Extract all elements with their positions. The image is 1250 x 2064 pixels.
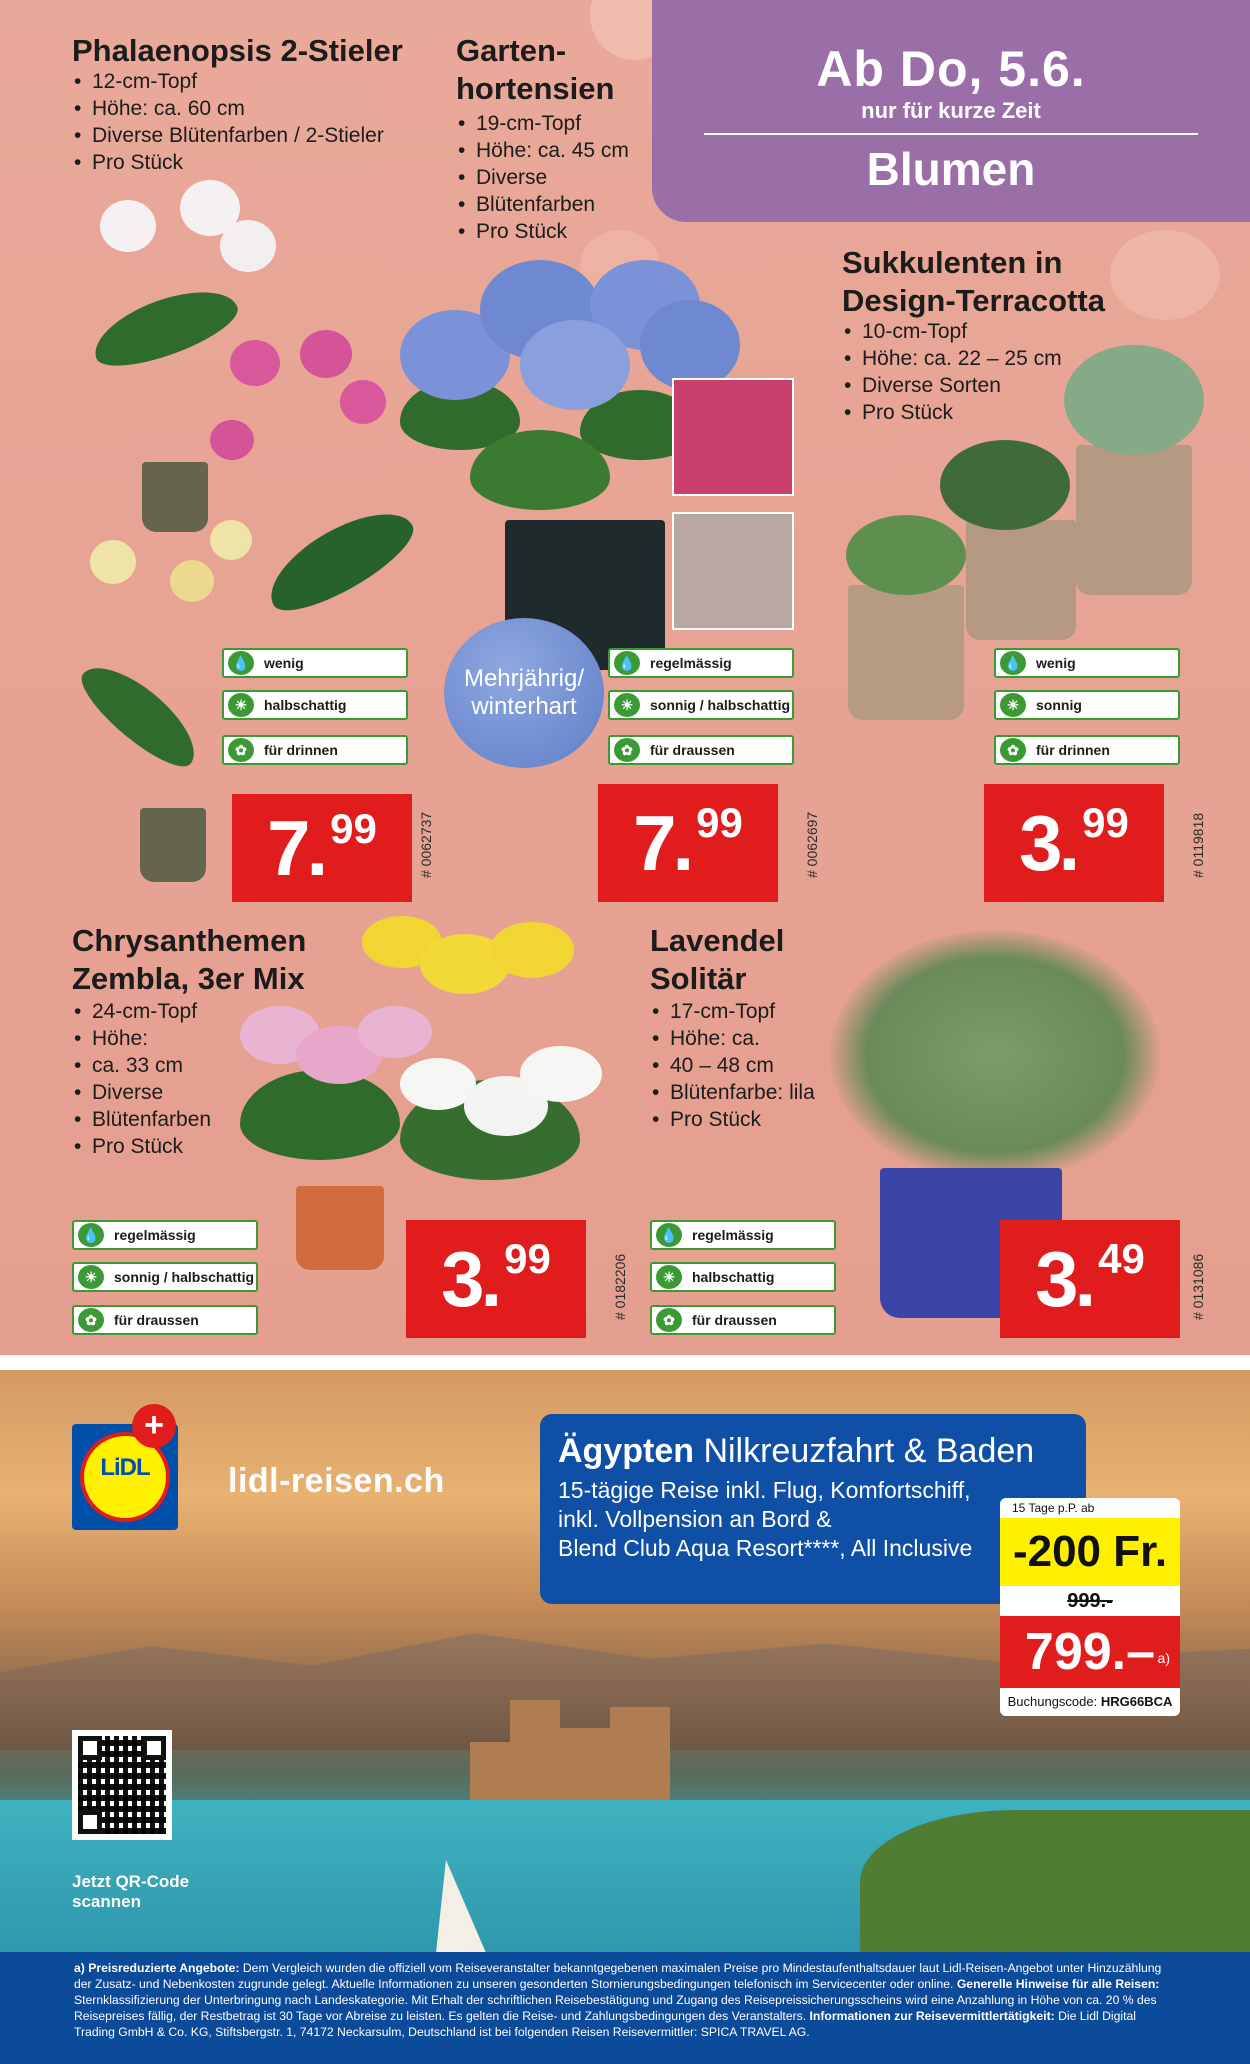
article-number: # 0182206 [612, 1253, 628, 1320]
sun-icon: ☀ [78, 1265, 104, 1289]
care-light: ☀ sonnig [994, 690, 1180, 720]
promo-category: Blumen [866, 143, 1036, 195]
water-drop-icon: 💧 [1000, 651, 1026, 675]
new-price: 799.– a) [1000, 1616, 1180, 1688]
divider [704, 133, 1198, 135]
price-tag: 3 . 99 [984, 784, 1164, 902]
care-water: 💧 regelmässig [650, 1220, 836, 1250]
care-location: ✿ für draussen [72, 1305, 258, 1335]
plus-icon: + [132, 1404, 176, 1448]
discount-badge: -200 Fr. [1000, 1518, 1180, 1586]
offer-description: 15-tägige Reise inkl. Flug, Komfortschiff, inkl. Vollpension an Bord & Blend Club Aqua Resort****, All Inclusive [558, 1477, 973, 1561]
old-price: 999.- [1000, 1586, 1180, 1616]
website-link[interactable]: lidl-reisen.ch [228, 1462, 445, 1500]
price-tag: 3 . 99 [406, 1220, 586, 1338]
water-drop-icon: 💧 [656, 1223, 682, 1247]
product-title: Sukkulenten in Design-Terracotta [842, 245, 1105, 318]
price-tag: 7 . 99 [232, 794, 412, 902]
legal-disclaimer: a) Preisreduzierte Angebote: Dem Vergleich wurden die offiziell vom Reiseveranstalter bekanntgegebenen maximalen Preise pro Mindestaufenthaltsdauer laut Lidl-Reisen-Angebot unter Hinzuzählung der Zusatz- und Nebenkosten zugrunde gelegt. Aktuelle Informationen zu unseren gesonderten Stornierungsbedingungen telefonisch im Servicecenter oder online. Generelle Hinweise für alle Reisen: Sternklassifizierung der Unterbringung nach Landeskategorie. Mit Erhalt der schriftlichen Reisebestätigung und Zugang des Reisepreissicherungsscheins wird eine Anzahlung in Höhe von ca. 20 % des Reisepreises fällig, der Restbetrag ist 30 Tage vor Abreise zu leisten. Es gelten die Reise- und Zahlungsbedingungen des Veranstalters. Informationen zur Reisevermittlertätigkeit: Die Lidl Digital Trading GmbH & Co. KG, Stiftsbergstr. 1, 74172 Neckarsulm, Deutschland ist bei folgenden Reisen Reisevermittler: SPICA TRAVEL AG. [0, 1952, 1250, 2064]
plant-pot-icon: ✿ [1000, 738, 1026, 762]
care-location: ✿ für drinnen [994, 735, 1180, 765]
product-specs: • 17-cm-Topf • Höhe: ca. • 40 – 48 cm • Blütenfarbe: lila • Pro Stück [650, 998, 815, 1133]
product-title: Phalaenopsis 2-Stieler [72, 33, 403, 68]
article-number: # 0131086 [1190, 1253, 1206, 1320]
water-drop-icon: 💧 [614, 651, 640, 675]
background-blossom [1110, 230, 1220, 320]
product-title: Chrysanthemen Zembla, 3er Mix [72, 923, 307, 996]
care-location: ✿ für draussen [608, 735, 794, 765]
offer-title: Ägypten Nilkreuzfahrt & Baden [558, 1432, 1035, 1470]
care-water: 💧 wenig [222, 648, 408, 678]
price-duration: 15 Tage p.P. ab [1000, 1498, 1180, 1518]
product-specs: • 12-cm-Topf • Höhe: ca. 60 cm • Diverse Blütenfarben / 2-Stieler • Pro Stück [72, 68, 384, 176]
plant-pot-icon: ✿ [614, 738, 640, 762]
water-drop-icon: 💧 [78, 1223, 104, 1247]
qr-label: Jetzt QR-Code scannen [72, 1872, 190, 1911]
perennial-badge: Mehrjährig/ winterhart [444, 618, 604, 768]
care-location: ✿ für drinnen [222, 735, 408, 765]
care-water: 💧 regelmässig [608, 648, 794, 678]
booking-code: Buchungscode: HRG66BCA [1000, 1688, 1180, 1716]
plant-pot-icon: ✿ [78, 1308, 104, 1332]
plant-pot-icon: ✿ [228, 738, 254, 762]
plant-pot-icon: ✿ [656, 1308, 682, 1332]
sun-icon: ☀ [1000, 693, 1026, 717]
travel-ad [0, 1370, 1250, 2064]
product-specs: • 10-cm-Topf • Höhe: ca. 22 – 25 cm • Diverse Sorten • Pro Stück [842, 318, 1062, 426]
article-number: # 0062737 [418, 811, 434, 878]
care-water: 💧 wenig [994, 648, 1180, 678]
care-water: 💧 regelmässig [72, 1220, 258, 1250]
travel-price-box [1000, 1498, 1180, 1716]
article-number: # 0119818 [1190, 812, 1206, 878]
promo-date: Ab Do, 5.6. [816, 41, 1086, 97]
lidl-logo-text: LiDL [100, 1454, 150, 1481]
care-light: ☀ sonnig / halbschattig [72, 1262, 258, 1292]
product-specs: • 24-cm-Topf • Höhe: • ca. 33 cm • Diverse • Blütenfarben • Pro Stück [72, 998, 211, 1160]
sun-icon: ☀ [656, 1265, 682, 1289]
product-title: Garten- hortensien [456, 33, 615, 106]
care-light: ☀ halbschattig [650, 1262, 836, 1292]
sun-icon: ☀ [614, 693, 640, 717]
article-number: # 0062697 [804, 811, 820, 878]
price-tag: 7 . 99 [598, 784, 778, 902]
price-tag: 3 . 49 [1000, 1220, 1180, 1338]
water-drop-icon: 💧 [228, 651, 254, 675]
care-light: ☀ sonnig / halbschattig [608, 690, 794, 720]
sun-icon: ☀ [228, 693, 254, 717]
care-light: ☀ halbschattig [222, 690, 408, 720]
promo-subtitle: nur für kurze Zeit [861, 98, 1041, 123]
care-location: ✿ für draussen [650, 1305, 836, 1335]
product-title: Lavendel Solitär [650, 923, 785, 996]
qr-code[interactable] [72, 1730, 172, 1840]
product-specs: • 19-cm-Topf • Höhe: ca. 45 cm • Diverse • Blütenfarben • Pro Stück [456, 110, 629, 245]
promo-banner [652, 0, 1250, 222]
